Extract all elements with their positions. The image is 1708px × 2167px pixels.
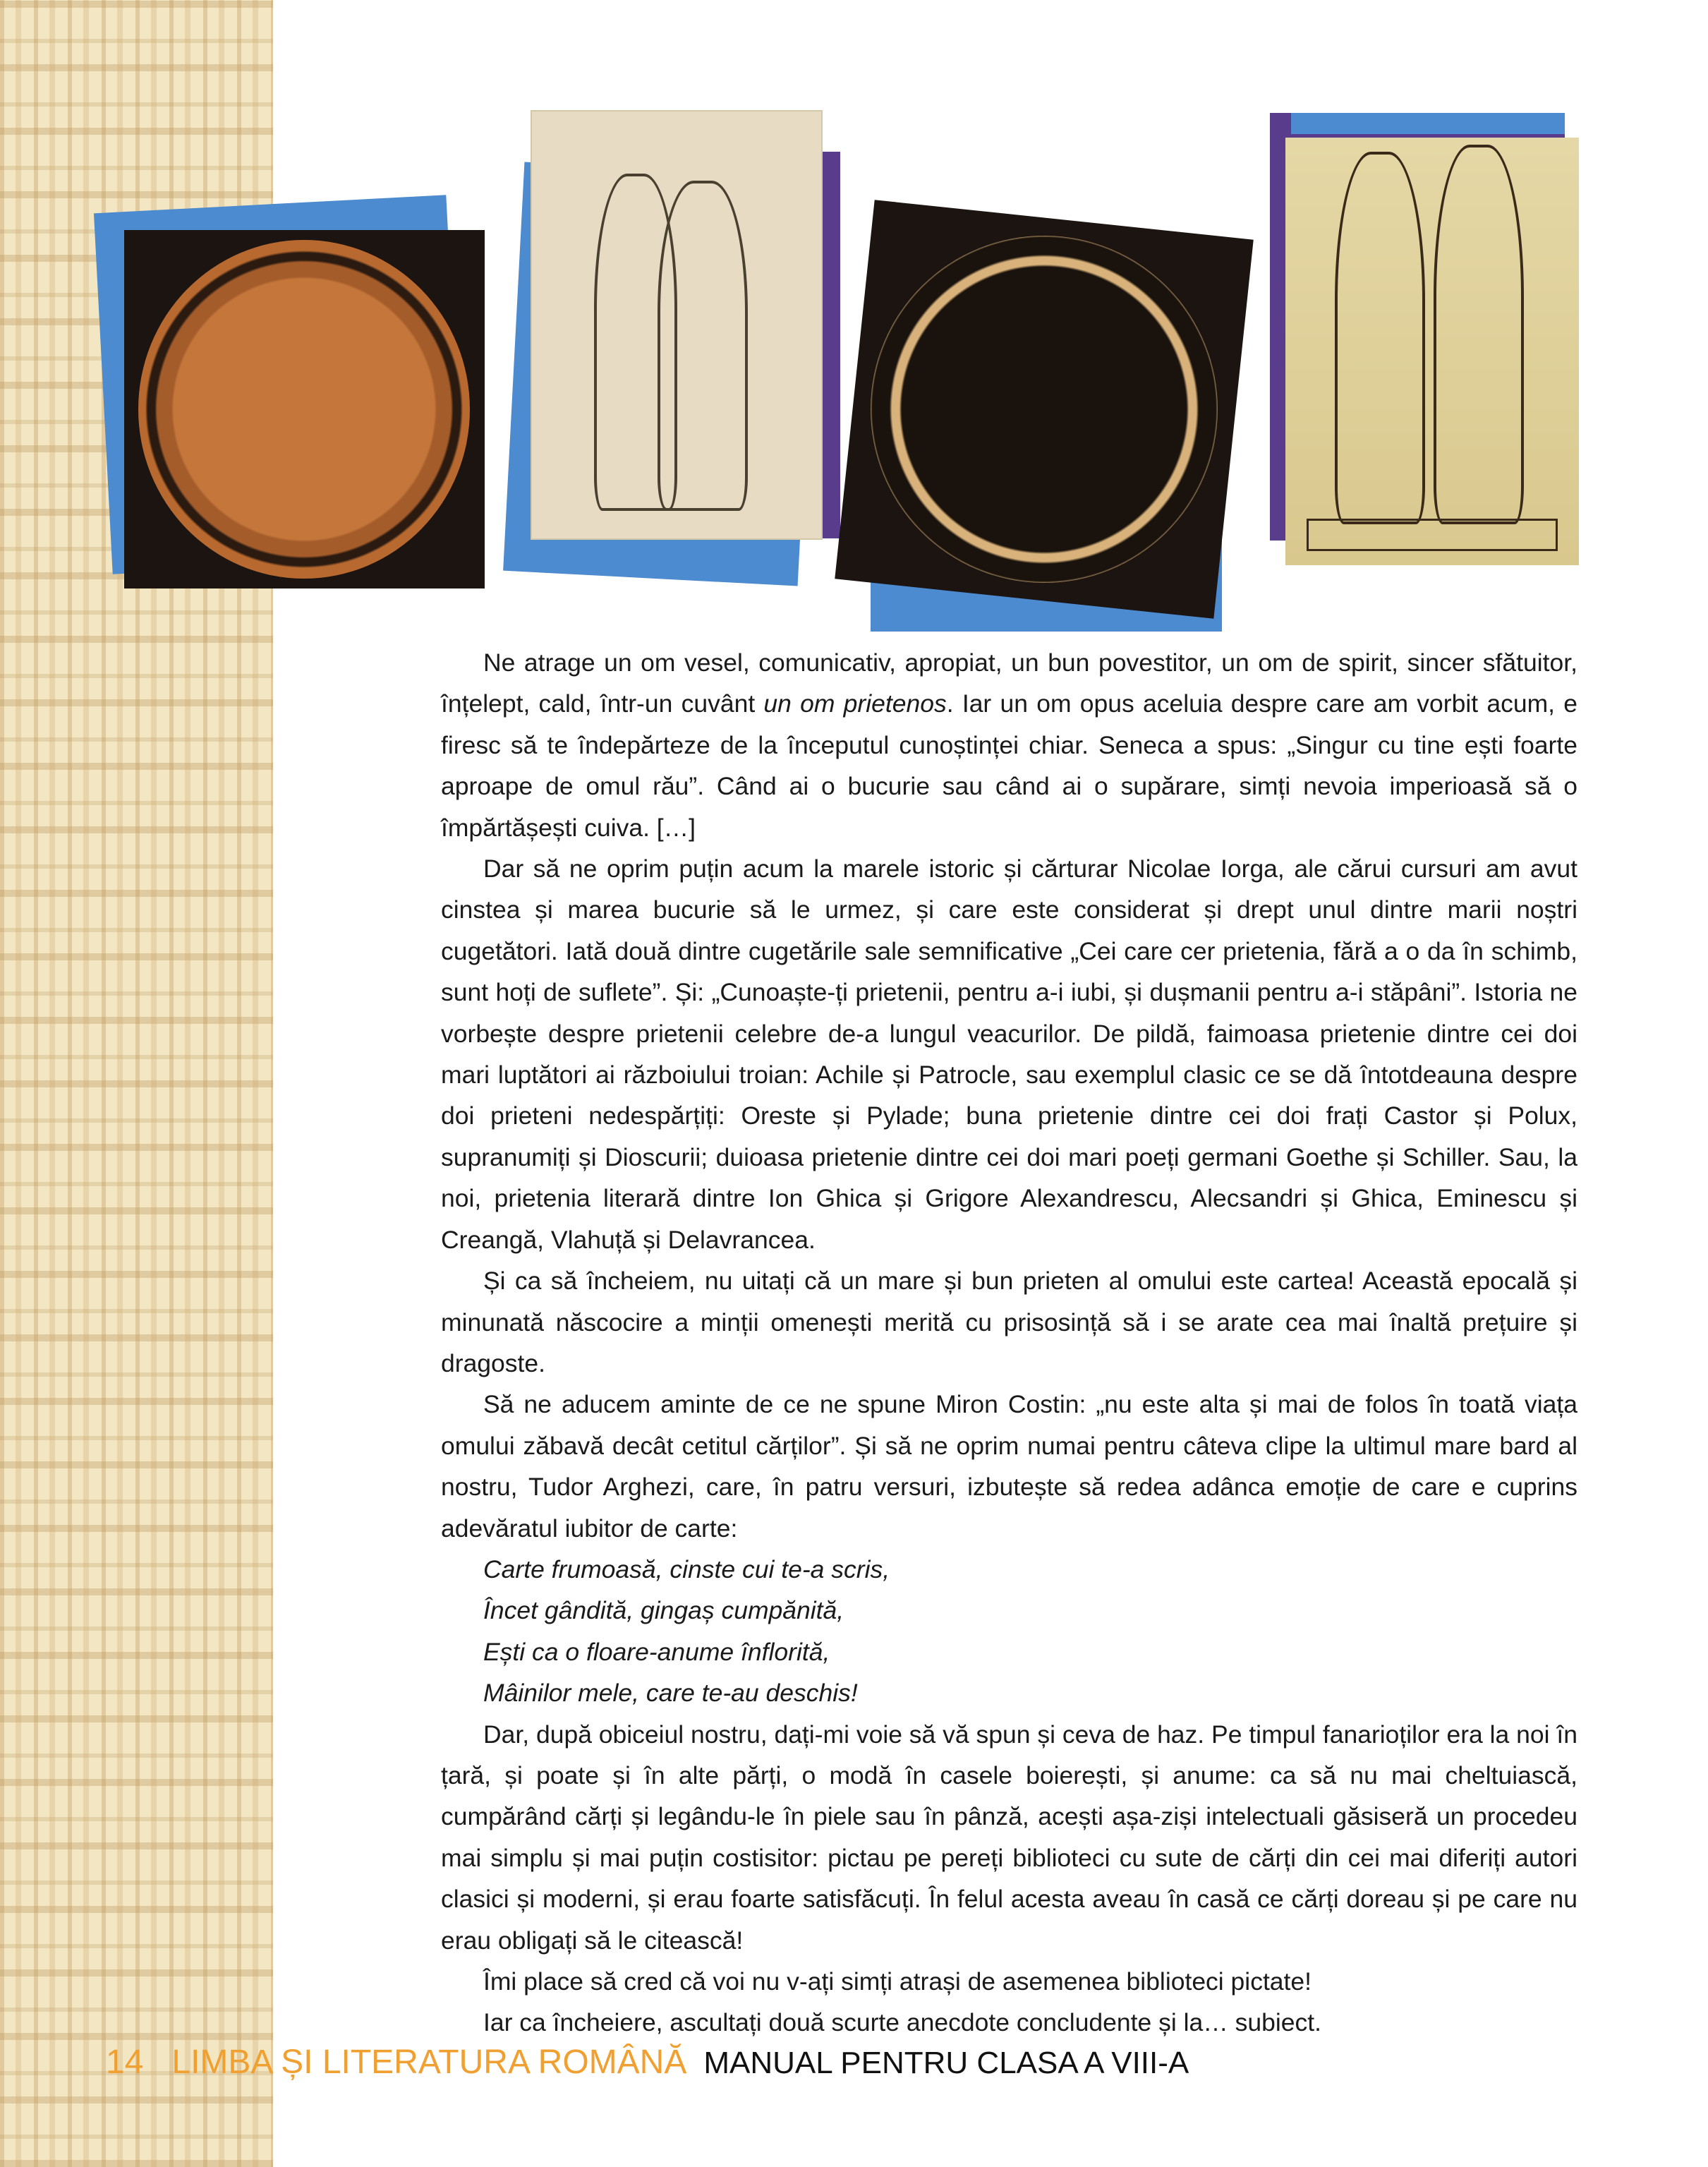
poem-line: Carte frumoasă, cinste cui te-a scris,	[483, 1555, 890, 1583]
page-footer	[106, 2043, 1189, 2082]
manual-title: MANUAL PENTRU CLASA A VIII-A	[703, 2046, 1189, 2080]
image-frame-blue	[1291, 113, 1565, 134]
paragraph: Iar ca încheiere, ascultați două scurte anecdote concludente și la… subiect.	[483, 2008, 1321, 2037]
paragraph: Dar, după obiceiul nostru, dați-mi voie să vă spun și ceva de haz. Pe timpul fanarioților era la noi în țară, și poate și în alte părți, o modă în casele boierești, și anume: ca să nu mai cheltuiască, cumpărând cărți și legându-le în piele sau în pânză, acești așa-ziși intelectuali găsiseră un procedeu mai simplu și mai puțin costisitor: pictau pe pereți biblioteci cu sute de cărți din cei mai diferiți autori clasici și moderni, și erau foarte satisfăcuți. În felul acesta aveau în casă ce cărți doreau și pe care nu erau obligați să le citească!	[441, 1720, 1577, 1955]
paragraph: Îmi place să cred că voi nu v-ați simți atrași de asemenea biblioteci pictate!	[483, 1967, 1312, 1996]
poem-line: Mâinilor mele, care te-au deschis!	[483, 1679, 858, 1708]
paragraph: Dar să ne oprim puțin acum la marele istoric și cărturar Nicolae Iorga, ale cărui cursuri am avut cinstea și marea bucurie să le urmez, și care este considerat și drept unul dintre marii noștri cugetători. Iată două dintre cugetările sale semnificative „Cei care cer prietenia, fără a o da în schimb, sunt hoți de suflete”. Și: „Cunoaște-ți prietenii, pentru a-i iubi, și dușmanii pentru a-i stăpâni”. Istoria ne vorbește despre prietenii celebre de-a lungul veacurilor. De pildă, faimoasa prietenie dintre cei doi mari luptători ai războiului troian: Achile și Patrocle, sau exemplul clasic ce se dă întotdeauna despre doi prieteni nedespărțiți: Oreste și Pylade; buna prietenie dintre cei doi frați Castor și Polux, supranumiți și Dioscurii; duioasa prietenie dintre cei doi mari poeți germani Goethe și Schiller. Sau, la noi, prietenia literară dintre Ion Ghica și Grigore Alexandrescu, Alecsandri și Ghica, Eminescu și Creangă, Vlahuță și Delavrancea.	[441, 855, 1577, 1254]
image-frame-purple	[823, 152, 840, 538]
page-number: 14	[106, 2044, 144, 2081]
text: . Iar un om opus aceluia despre care am vorbit acum, e firesc să te îndepărteze de la începutul cunoștinței chiar. Seneca a spus: „Singur cu tine ești foarte aproape de omul rău”. Când ai o bucurie sau când ai o supărare, simți nevoia imperioasă să o împărtășești cuiva. […]	[441, 689, 1577, 842]
poem-line: Ești ca o floare-anume înflorită,	[483, 1637, 830, 1666]
image-achilles-patroclus-vase	[124, 230, 485, 588]
image-dioscuri-plate	[835, 200, 1253, 618]
article-body	[441, 642, 1577, 2044]
emphasis-text: un om prietenos	[763, 689, 947, 718]
image-sketch-two-friends	[531, 110, 823, 540]
subject-title: LIMBA ȘI LITERATURA ROMÂNĂ	[171, 2044, 687, 2081]
paragraph: Să ne aducem aminte de ce ne spune Miron Costin: „nu este alta și mai de folos în toată viața omului zăbavă decât cetitul cărților”. Și să ne oprim numai pentru câteva clipe la ultimul mare bard al nostru, Tudor Arghezi, care, în patru versuri, izbutește să redea adânca emoție de care e cuprins adevăratul iubitor de carte:	[441, 1390, 1577, 1543]
paragraph	[441, 642, 1577, 848]
paragraph: Și ca să încheiem, nu uitați că un mare și bun prieten al omului este cartea! Această epocală și minunată născocire a minții omenești merită cu prisosință să i se arate cea mai înaltă prețuire și dragoste.	[441, 1267, 1577, 1377]
text: Ne atrage un om vesel, comunicativ, apropiat, un bun povestitor, un om de spirit, sincer sfătuitor, înțelept, cald, într-un cuvânt	[441, 648, 1577, 718]
image-goethe-schiller-statue	[1285, 138, 1579, 565]
poem-line: Încet gândită, gingaș cumpănită,	[483, 1596, 844, 1625]
